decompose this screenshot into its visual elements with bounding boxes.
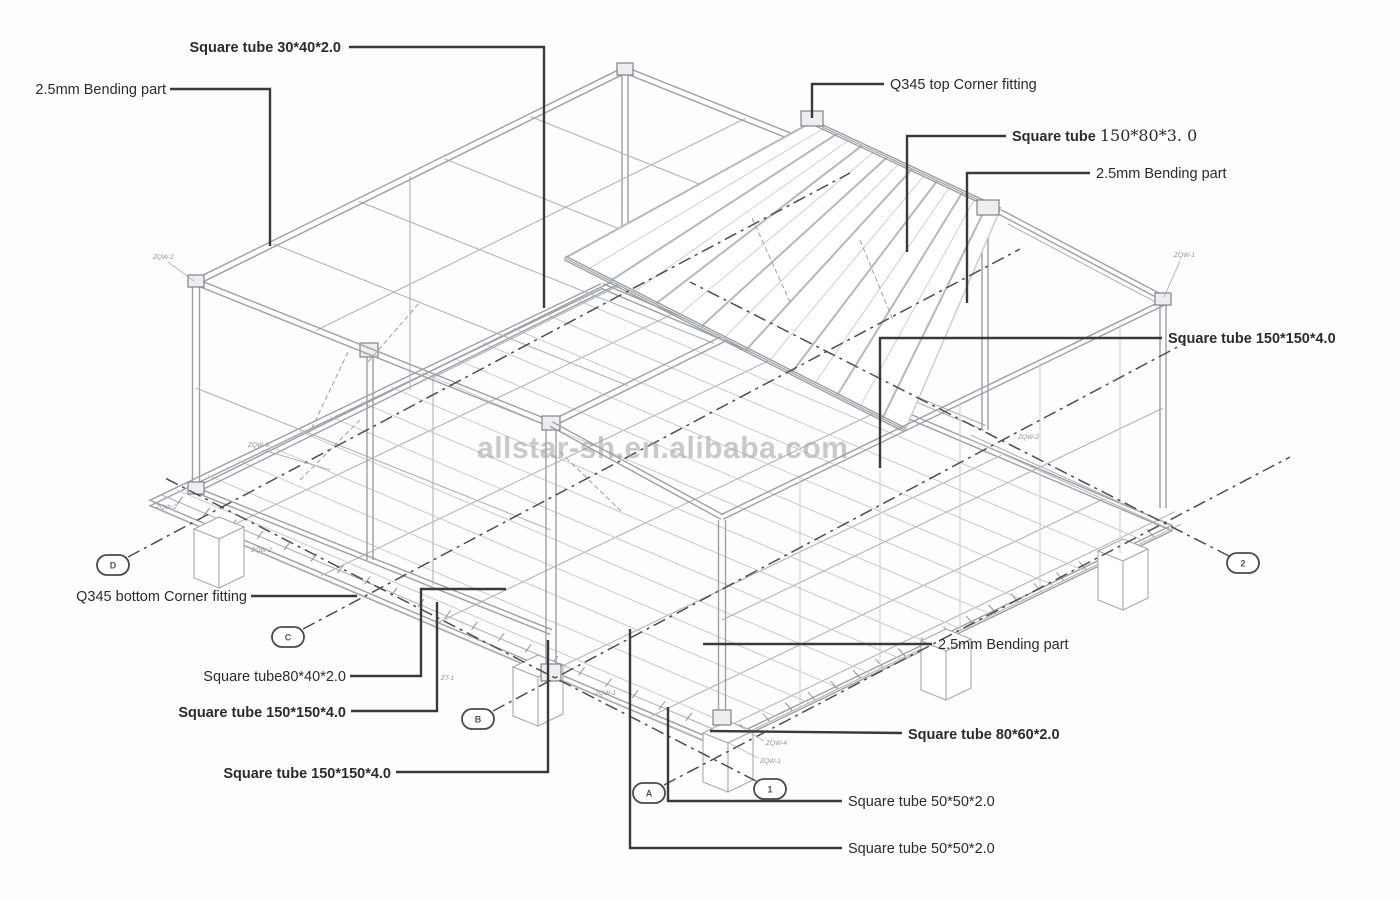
frame-line [197,73,626,285]
frame-line [361,402,931,644]
bottom-corner-fitting [713,710,731,725]
frame-line [550,426,721,519]
top-corner-fitting [977,200,999,215]
grid-bubble-label-1: 1 [767,784,773,795]
foundation-block [1098,551,1123,610]
part-tag-leader [1164,261,1180,297]
callout-label-square-tube-50-50-1: Square tube 50*50*2.0 [848,794,995,810]
bottom-corner-fitting [188,482,204,494]
part-tag: ZQW-3 [248,442,269,449]
watermark: allstar-sh.en.alibaba.com [477,430,849,465]
callout-label-square-tube-150-150-b1: Square tube 150*150*4.0 [178,705,346,721]
grid-bubble-label-A: A [645,788,653,799]
callout-leader-square-tube-30-40 [349,47,544,308]
part-tag: ZQW-1 [595,690,616,697]
frame-line [330,417,900,659]
grid-bubble-label-B: B [474,714,482,725]
callout-label-bending-part-bottom: 2.5mm Bending part [938,637,1069,653]
frame-line [161,495,731,737]
grid-bubble-label-D: D [109,560,117,571]
frame-line [195,276,624,488]
callout-label-bending-part-right: 2.5mm Bending part [1096,166,1227,182]
grid-bubble-label-2: 2 [1240,558,1246,569]
frame-line [483,343,1053,585]
part-tag: ZQW-1 [1174,252,1195,259]
callout-leader-bending-part-top-left [170,89,270,246]
callout-leader-square-tube-150-150-b1 [351,602,437,711]
callout-label-square-tube-80-60: Square tube 80*60*2.0 [908,727,1060,743]
callout-label-square-tube-80-40: Square tube80*40*2.0 [203,669,346,685]
foundation-block [194,529,219,588]
callout-label-q345-bottom-corner: Q345 bottom Corner fitting [76,589,247,605]
callout-label-square-tube-150-80: Square tube 150*80*3. 0 [1012,126,1198,145]
frame-line [1008,224,1163,306]
part-tag: ZQW-2 [251,547,272,554]
frame-line [300,431,870,673]
callout-label-square-tube-50-50-2: Square tube 50*50*2.0 [848,841,995,857]
callout-label-bending-part-top-left: 2.5mm Bending part [35,82,166,98]
callout-label-q345-top-corner: Q345 top Corner fitting [890,77,1037,93]
part-tag: ZQW-2 [1018,434,1039,441]
foundation-block [703,733,728,792]
frame-line [391,387,961,629]
frame-line [177,490,747,732]
part-tag-leader [168,262,194,281]
brace [368,302,420,362]
part-tag: ZQW-1 [760,758,781,765]
frame-line [195,67,624,279]
part-tag: ZQW-2 [156,504,177,511]
frame-line [652,499,1104,716]
top-corner-fitting [1155,293,1171,305]
part-tag: ZQW-2 [153,254,174,261]
callout-label-square-tube-30-40: Square tube 30*40*2.0 [189,40,341,56]
callout-label-square-tube-150-150-b2: Square tube 150*150*4.0 [223,766,391,782]
top-corner-fitting [617,63,633,75]
axis-line-D [128,173,850,557]
top-corner-fitting [188,275,204,287]
frame-line [722,408,1163,620]
frame-line [435,407,887,624]
column-fitting [542,416,560,430]
callout-label-square-tube-150-150-r: Square tube 150*150*4.0 [1168,331,1336,347]
part-tag: ZQW-4 [766,740,787,747]
part-tag: ZT-1 [441,675,455,682]
frame-line [552,422,723,515]
frame-line [269,446,839,688]
frame-line [1001,210,1164,296]
foundation-block [513,667,538,726]
grid-bubble-label-C: C [284,632,292,643]
frame-line [452,358,1022,600]
frame-line [999,214,1162,300]
